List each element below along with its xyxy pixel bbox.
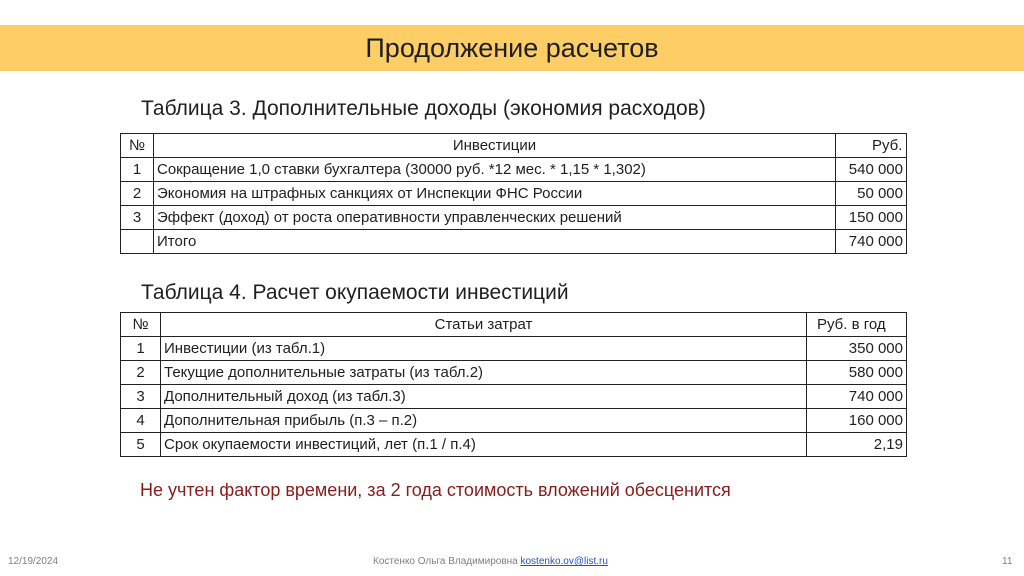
row-number: 1 <box>121 337 161 361</box>
table3-additional-income <box>120 133 907 254</box>
table3-caption: Таблица 3. Дополнительные доходы (экономия расходов) <box>141 97 706 120</box>
table-row <box>121 182 907 206</box>
row-number: 5 <box>121 433 161 457</box>
table4-payback-calculation <box>120 312 907 457</box>
row-item: Текущие дополнительные затраты (из табл.2) <box>161 361 807 385</box>
row-number: 3 <box>121 206 154 230</box>
row-number: 1 <box>121 158 154 182</box>
row-number: 4 <box>121 409 161 433</box>
footer-author <box>373 556 608 567</box>
row-value: 150 000 <box>836 206 907 230</box>
row-value: 740 000 <box>836 230 907 254</box>
header-rub: Руб. <box>836 134 907 158</box>
header-cost-items: Статьи затрат <box>161 313 807 337</box>
author-email-link[interactable]: kostenko.ov@list.ru <box>520 556 608 567</box>
row-value: 2,19 <box>807 433 907 457</box>
header-number: № <box>121 134 154 158</box>
row-value: 580 000 <box>807 361 907 385</box>
table-row <box>121 433 907 457</box>
row-number: 2 <box>121 361 161 385</box>
row-number: 3 <box>121 385 161 409</box>
table-total-row <box>121 230 907 254</box>
row-item: Инвестиции (из табл.1) <box>161 337 807 361</box>
table-row <box>121 158 907 182</box>
header-investments: Инвестиции <box>154 134 836 158</box>
footer-date: 12/19/2024 <box>8 556 59 567</box>
row-item: Дополнительная прибыль (п.3 – п.2) <box>161 409 807 433</box>
row-item: Срок окупаемости инвестиций, лет (п.1 / п.4) <box>161 433 807 457</box>
table-row <box>121 361 907 385</box>
row-item: Итого <box>154 230 836 254</box>
slide-title-bar <box>0 25 1024 71</box>
table-row <box>121 206 907 230</box>
table-row <box>121 337 907 361</box>
row-value: 350 000 <box>807 337 907 361</box>
row-value: 740 000 <box>807 385 907 409</box>
row-value: 540 000 <box>836 158 907 182</box>
author-name: Костенко Ольга Владимировна <box>373 556 518 567</box>
row-number <box>121 230 154 254</box>
row-item: Эффект (доход) от роста оперативности управленческих решений <box>154 206 836 230</box>
header-number: № <box>121 313 161 337</box>
time-factor-note: Не учтен фактор времени, за 2 года стоимость вложений обесценится <box>140 480 731 500</box>
row-value: 160 000 <box>807 409 907 433</box>
row-item: Экономия на штрафных санкциях от Инспекции ФНС России <box>154 182 836 206</box>
slide-title: Продолжение расчетов <box>365 32 659 63</box>
row-number: 2 <box>121 182 154 206</box>
row-value: 50 000 <box>836 182 907 206</box>
table4-caption: Таблица 4. Расчет окупаемости инвестиций <box>141 281 569 304</box>
table-header-row <box>121 134 907 158</box>
table-row <box>121 409 907 433</box>
table-row <box>121 385 907 409</box>
table-header-row <box>121 313 907 337</box>
row-item: Дополнительный доход (из табл.3) <box>161 385 807 409</box>
header-rub-per-year: Руб. в год <box>807 313 907 337</box>
slide-number: 11 <box>1002 556 1013 567</box>
row-item: Сокращение 1,0 ставки бухгалтера (30000 руб. *12 мес. * 1,15 * 1,302) <box>154 158 836 182</box>
